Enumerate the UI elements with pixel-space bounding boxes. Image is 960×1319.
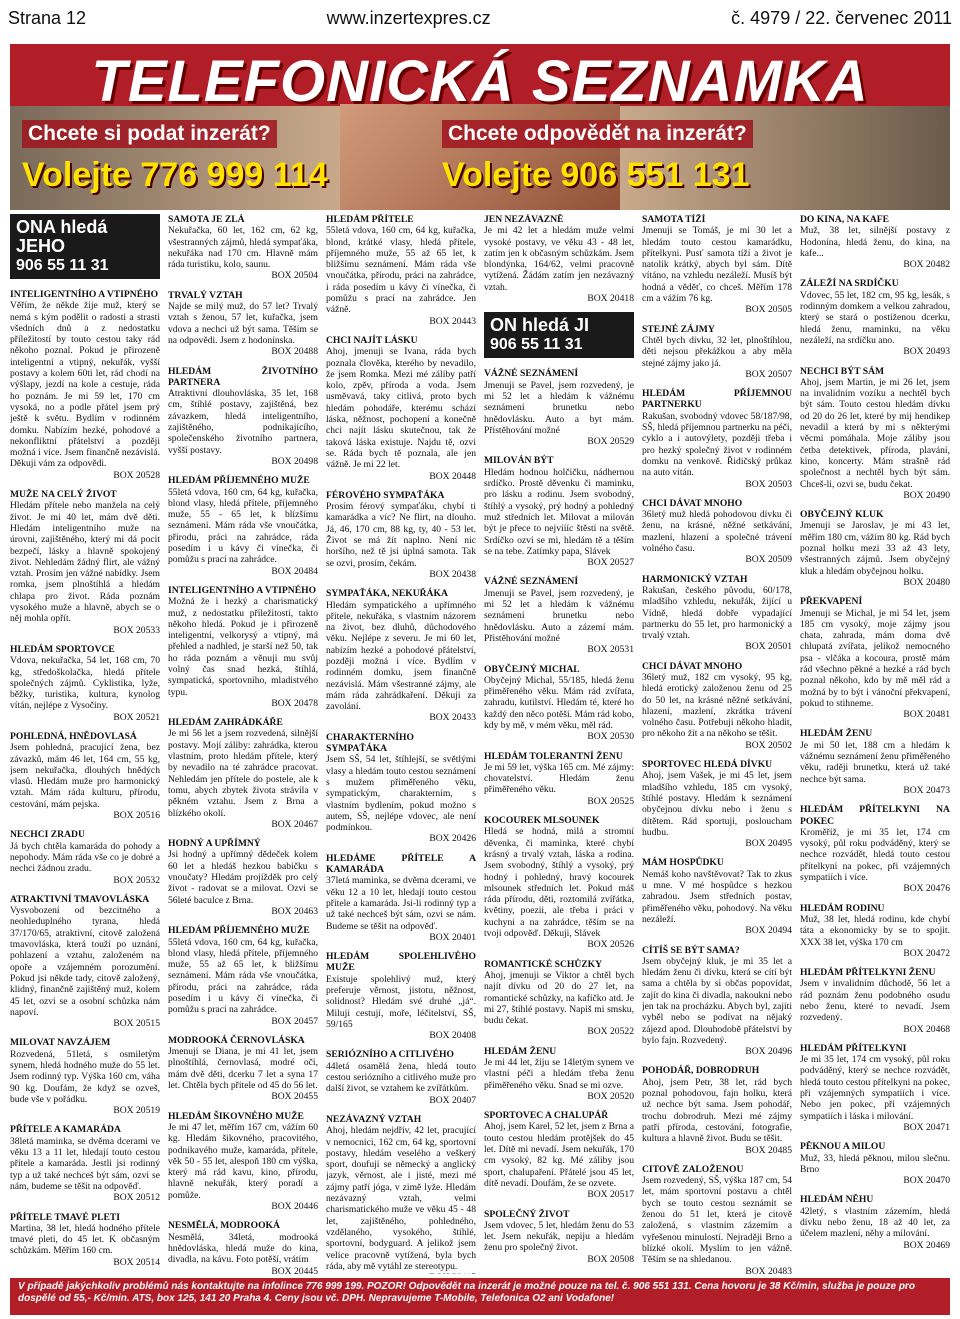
page-header [0, 0, 960, 36]
on-hleda-ji-badge [484, 312, 634, 358]
ad-heading: MÁM HOSPŮDKU [642, 857, 724, 869]
ad-text: Rozvedená, 51letá, s osmiletým synem, hledá hodného muže do 55 let. Jsem rodinný typ. Výška 160 cm, váha 90 kg. Doufám, že když se ozveš, bude vše v pořádku. [10, 1048, 160, 1105]
ad-heading: PŘÍTELE A KAMARÁDA [10, 1124, 121, 1136]
ad-text: Ahoj, jsem Martin, je mi 26 let, jsem na invalidním vozíku a nechtěl bych být sám. Touto cestou hledám dívku od 20 do 26 let, které by mij hendikep nevadil a která by mi s některými věcmi pomáhala. Moje záliby jsou četba detektivek, příroda, plavání, kino, koncerty. Mám strašně rád společnost a nechtěl bych být sám. Chceš-li, ozvi se, budu čekat. [800, 376, 950, 490]
classified-ad [642, 661, 792, 751]
classified-ad [326, 853, 476, 943]
ad-box-number: BOX 20503 [745, 478, 792, 490]
classified-ad [10, 731, 160, 821]
classified-ad [326, 335, 476, 482]
classified-ad [484, 576, 634, 655]
ad-box-number: BOX 20473 [903, 784, 950, 796]
classified-ad [168, 1035, 318, 1103]
ad-text: 36letý muž, 182 cm vysoký, 95 kg, hledá erotický založenou ženu od 25 do 50 let, na krásné něžné setkávání, hlazení, mazlení, zkrátka trávení volného času. Potřebuji někoho hladit, pro někoho žít a na někoho se těšit. [642, 671, 792, 740]
ad-box-number: BOX 20517 [587, 1189, 634, 1201]
ad-heading: POHLEDNÁ, HNĚDOVLASÁ [10, 730, 137, 742]
ad-text: Je mi 56 let a jsem rozvedená, silnější postavy. Mojí záliby: zahrádka, kterou vlastním, proto hledám přítele, který by nevadilo na té zahrádce pracovat. Nehledám jen přítele do postele, ale k tomu, abych zbytek života strávila v pěkném vztahu. Jsem z Brna a blízkého okolí. [168, 728, 318, 819]
ad-text: Jsem rozvedený, SŠ, výška 187 cm, 54 let, mám sportovní postavu a chtěl bych se touto cestou seznámit se ženou do 51 let, která je citově založená, s vlastním zázemím a vyřešenou minulostí. Nejraději Brno a blízké okolí. Myslím to jen vážně. Těším se na shledanou. [642, 1175, 792, 1266]
classified-ad [168, 214, 318, 282]
ad-text: Je mi 50 let, 188 cm a hledám k vážnému seznámení ženu přiměřeného věku, raději brunetku, která už také nechce být sama. [800, 739, 950, 785]
ad-box-number: BOX 20476 [903, 883, 950, 895]
ad-text: Hledám přítele nebo manžela na celý život. Je mi 40 let, mám dvě děti. Hledám inteligentního muže na úrovni, zajištěného, který mi dá pocit bezpečí, lásky a hlavně spokojený život. Nehledám žádný flirt, ale vážný vztah. Prosím jen vážné nabídky. Jsem romka, jsem plnoštíhlá a hledám chlapa pro život. Ráda poznám vysokého muže a hlavně, abych se o něj mohla opřít. [10, 500, 160, 625]
ad-text: Je mi 44 let, žiju se 14letým synem ve vlastní péči a hledám třeba ženu přiměřeného věku. Snad se mi ozve. [484, 1057, 634, 1091]
classified-ad [800, 214, 950, 270]
ad-heading: SAMOTA JE ZLÁ [168, 214, 245, 225]
ad-box-number: BOX 20485 [745, 1144, 792, 1156]
ad-box-number: BOX 20463 [271, 905, 318, 917]
ad-box-number: BOX 20481 [903, 709, 950, 721]
ad-text: Je mi 35 let, 174 cm vysoký, půl roku podváděný, který se nechce rozvádět, hledá touto cestou přítelkyni na pokec, při vzájemných sympatiích i více. Nebo jen pokec, při vzájemných sympatiích i láska i milování. [800, 1054, 950, 1122]
classified-ad [326, 732, 476, 845]
ad-text: Jsem vdovec, 5 let, hledám ženu do 53 let. Jsem nekuřák, nepiju a hledám ženu pro společný život. [484, 1219, 634, 1254]
ad-text: Jsem pohledná, pracující žena, bez závazků, mám 46 let, 164 cm, 55 kg, jsem nekuřačka, dlouhých hnědých vlasů. Hledám muže pro harmonický vztah. Mám ráda kulturu, přírodu, cestování, mám pejska. [10, 742, 160, 810]
classified-ad [168, 717, 318, 830]
ad-heading: CHCI NAJÍT LÁSKU [326, 334, 418, 346]
ad-box-number: BOX 20495 [745, 838, 792, 850]
ad-box-number: BOX 20498 [271, 455, 318, 467]
ad-text: Jsem obyčejný kluk, je mi 35 let a hledám ženu či dívku, která se cítí být sama a chtěla by si občas popovídat, zajít do kina či divadla, nakoukni nebo jen tak na procházku. Abych byl, zajíti vyběl nebo se podívat na nějaký zájezd apod. Dlouhodobě přátelství by bylo fajn. Rozvedený. [642, 955, 792, 1046]
ad-box-number: BOX 20457 [271, 1015, 318, 1027]
classified-ad [484, 751, 634, 807]
ad-text: Rakušan, svobodný vdovec 58/187/98, SŠ, hledá příjemnou partnerku na péči, cyklo a i autovýlety, později třeba i pro hezký společný život v rodinném domku na venkově. Řidičský průkaz na auto vítán. [642, 410, 792, 479]
ad-heading: POHODÁŘ, DOBRODRUH [642, 1065, 760, 1077]
ad-box-number: BOX 20443 [429, 315, 476, 327]
classified-ad [326, 1049, 476, 1105]
ad-text: Jmenuji se Pavel, jsem rozvedený, je mi 52 let a hledám k vážnému seznámení brunetku nebo hnědovlásku. Auto a zázemí mám. Přistěhování možné [484, 587, 634, 644]
banner-question-right: Chcete odpovědět na inzerát? [442, 120, 753, 148]
ad-text: 55letá vdova, 160 cm, 64 kg, kuřačka, blond vlasy, hledá přítele, příjemného muže, 55 - 65 let, k blízšímu seznámení. Mám ráda vše vnoučátka, přírodu, práci na zahrádce, ráda posedím i u kávy či vínečka, či pomůžu s prací na zahrádce. [168, 486, 318, 566]
classified-ad [484, 1209, 634, 1265]
ad-box-number: BOX 20445 [271, 1265, 318, 1274]
ad-heading: TRVALÝ VZTAH [168, 289, 243, 301]
ona-hleda-jeho-badge [10, 214, 160, 279]
column-1 [10, 214, 160, 1274]
ads-list [326, 214, 476, 1274]
ad-heading: NECHCI ZRADU [10, 829, 85, 841]
classified-ad [800, 1141, 950, 1186]
ad-text: Ahoj, jsem Vašek, je mi 45 let, jsem mladšího vzhledu, 185 cm vysoký, štíhlé postavy. Hledám k seznámení obyčejnou dívku nebo i ženu s dítětem. Rád sportuji, posloucham hudbu. [642, 770, 792, 838]
classified-ad [168, 366, 318, 468]
ads-list [642, 214, 792, 1274]
ad-box-number: BOX 20484 [271, 565, 318, 577]
ad-text: Rakušan, českého původu, 60/178, mladšího vzhledu, nekuřák, žijící u Vídně, hledá dobře vypadající partnerku do 55 let, pro harmonický a trvalý vztah. [642, 584, 792, 642]
ad-box-number: BOX 20455 [271, 1091, 318, 1103]
ad-heading: MILOVÁN BÝT [484, 455, 554, 467]
ad-box-number: BOX 20516 [113, 810, 160, 822]
ad-text: 42letý, s vlastním zázemím, hledá dívku nebo ženu, 18 až 40 let, za účelem mazlení, něhy a milování. [800, 1205, 950, 1240]
classified-ad [168, 1220, 318, 1274]
ad-heading: ZÁLEŽÍ NA SRDÍČKU [800, 278, 899, 290]
ad-heading: MILOVAT NAVZÁJEM [10, 1037, 111, 1049]
ad-heading: SYMPAŤÁKA, NEKUŘÁKA [326, 588, 448, 600]
ad-text: Ahoj, jmenuji se Viktor a chtěl bych najít dívku od 20 do 27 let, na romantické schůzky, na kafíčko atd. Je mi 27, štíhlé postavy. Napiš mi smsku, budu čekat. [484, 969, 634, 1027]
classified-ad [10, 1124, 160, 1203]
classified-ad [484, 1110, 634, 1200]
ad-text: Je mi 59 let, výška 165 cm. Mé zájmy: chovatelství. Hledám ženu přiměřeného věku. [484, 761, 634, 796]
ads-list-top [484, 214, 634, 304]
ad-box-number: BOX 20528 [113, 469, 160, 481]
ad-box-number: BOX 20493 [903, 346, 950, 358]
classified-ad [10, 289, 160, 481]
ad-heading: STEJNÉ ZÁJMY [642, 323, 715, 335]
classified-ad [642, 214, 792, 316]
classified-ad [484, 1046, 634, 1102]
classified-ad [168, 838, 318, 917]
ad-heading: VÁŽNÉ SEZNÁMENÍ [484, 368, 579, 380]
ad-heading: DO KINA, NA KAFE [800, 214, 890, 225]
ad-box-number: BOX 20530 [587, 731, 634, 743]
ad-text: Vdova, nekuřačka, 54 let, 168 cm, 70 kg, středoškolačka, hledá přítele společných zájmů. Cyklistika, lyže, běžky, turistika, kultura, kynolog vítán, nejlépe z Vysočiny. [10, 655, 160, 712]
ad-heading: CHCI DÁVAT MNOHO [642, 497, 743, 509]
ad-text: Vysvobození od bezcitného a neohleduplného tyrana, hledá 37/170/65, atraktivní, citově založená tmavovláska, která touží po uznání, pohlazení a vztahu, založeném na opoře a vzájemném porozumění. Pokud jsi někde tady, citově založený, klidný, finančně zajištěný muž, kolem 45 let, ozvi se a osobní schůzka nám napoví. [10, 905, 160, 1018]
ad-box-number: BOX 20494 [745, 925, 792, 937]
ad-text: Martina, 38 let, hledá hodného přítele tmavé pleti, do 45 let. K občasným schůzkám. Měřím 160 cm. [10, 1222, 160, 1257]
ad-heading: KOCOUREK MLSOUNEK [484, 815, 600, 827]
banner-title: TELEFONICKÁ SEZNAMKA [91, 49, 869, 114]
ad-text: Hledám sympatického a upřímného přítele, nekuřáka, s vlastním názorem na život, bez dluhů, důchodového věku. Nejlépe z severu. Je mi 60 let, nabízím hezké a pohodové přátelství, později možná i více. Bydlím v rodinném domku, jsem finančně nezávislá. Mám všestranné zájmy, ale mám ráda zahrádkaření. Děkuji za zavolání. [326, 599, 476, 713]
ad-box-number: BOX 20469 [903, 1239, 950, 1251]
classified-ad [326, 951, 476, 1041]
classified-ad [642, 498, 792, 566]
ad-text: 37letá maminka, se dvěma dcerami, ve věku 12 a 10 let, hledají touto cestou přítele a kamaráda. Jsi-li rodinný typ a už také nechceš být sám, ozvi se nám. Budeme se těšit na odpověď. [326, 875, 476, 932]
ad-text: Hledám hodnou holčičku, nádhernou srdíčko. Prostě děvenku či maminku, pro lásku a rodinu. Jsem svobodný, štíhlý a vysoký, prý hodný a pohledný muž středních let. Milovat a milován být je přece to nejvíííc štěstí na světě. Srdíčko ozvi se mi, hledám tě a těším se na tebe. Zatímky papa, Slávek [484, 466, 634, 557]
ad-heading: SERIÓZNÍHO A CITLIVÉHO [326, 1049, 454, 1061]
classified-ad [326, 588, 476, 724]
ad-text: Ahoj, jmenuji se Ivana, ráda bych poznala člověka, kterého by nevadilo, že jsem Romka. Mezi mé záliby patří kolo, zpěv, příroda a voda. Jsem usměvavá, taky citlivá, proto bych hledám pohodáře, kterému schází láska, něžnost, pochopení a konečně chci najít lásku skutečnou, tak že taková láska existuje. Najdu tě, ozvi se. Ráda bych tě poznala, ale jen vážně. Je mi 22 let. [326, 346, 476, 471]
ad-heading: OBYČEJNÝ KLUK [800, 509, 884, 521]
ad-text: Nekuřačka, 60 let, 162 cm, 62 kg, všestranných zájmů, hledá sympaťáka, nekuřáka nad 170 cm. Hlavně mám ráda turistiku, kolo, saunu. [168, 225, 318, 271]
ad-box-number: BOX 20480 [903, 576, 950, 588]
ad-text: 55letá vdova, 160 cm, 64 kg, kuřačka, blond, krátké vlasy, hledá přítele, příjemného muže, 55 až 65 let, k bližšímu seznámení. Mám ráda vše vnoučátka, přírodu, práci na zahrádce, i ráda posedím u kávy či vínečka, či pomůžu s prací na zahrádce. Jen vážně. [326, 225, 476, 316]
ad-text: Existuje spolehlivý muž, který preferuje věrnost, jistotu, něžnost, solidnost? Hledám své druhé „já“. Miluji cestují, moře, léčitelství, SŠ, 59/165 [326, 973, 476, 1030]
ad-heading: CÍTÍŠ SE BÝT SAMA? [642, 944, 740, 956]
classified-ad [484, 455, 634, 568]
ad-box-number: BOX 20529 [587, 436, 634, 448]
ad-text: Ahoj, hledám nejdřív, 42 let, pracující v nemocnici, 162 cm, 64 kg, sportovní postavy, hledám veselého a veškerý sport, doufuji se německý a anglický jazyk, věrnost, ale i jisté, mezi mé zájmy patří jóga, v zimě lyže. Hledám nezávazný vztah, velmi charismatického muže ve věku 45 - 48 let, zajištěného, pohledného, vzdělaného, vysokého, štíhlé, sportovní, bodyguard. A jelikož jsem velice pracovně vytížená, byla bych ráda, aby mě vytáhl ze stereotypu. [326, 1125, 476, 1272]
ad-heading: ATRAKTIVNÍ TMAVOVLÁSKA [10, 893, 150, 905]
ad-heading: FÉROVÉHO SYMPAŤÁKA [326, 489, 445, 501]
ad-box-number: BOX 20519 [113, 1105, 160, 1117]
classified-ad [800, 1194, 950, 1250]
ad-heading: NESMĚLÁ, MODROOKÁ [168, 1220, 280, 1232]
ad-box-number: BOX 20401 [429, 931, 476, 943]
ad-box-number [326, 1272, 476, 1274]
ad-text: Jmenuji se Michal, je mi 54 let, jsem 185 cm vysoký, moje zájmy jsou chata, zahrada, mám doma dvě chlupatá zvířata, jelikož nemocného psa - vlčáka a kocoura, prostě mám rád všechno pěkné a hezké a rád bych poznal někoho, kdo by mě měl rád a možná by to být i vánoční překvapení, pokud to stihneme. [800, 607, 950, 709]
ad-heading: SPOLEČNÝ ŽIVOT [484, 1208, 570, 1220]
classified-ad [800, 1043, 950, 1133]
ad-box-number: BOX 20514 [113, 1256, 160, 1268]
ad-text: Je mi 47 let, měřím 167 cm, vážím 60 kg. Hledám šikovného, pracovitého, podnikavého muže, kamaráda, přítele, věk 50 - 55 let, alespoň 180 cm výška, který má rád kavu, kino, přírodu, hlavně nekuřák, který poradí a pomůže. [168, 1121, 318, 1201]
ad-heading: PĚKNOU A MILOU [800, 1141, 886, 1153]
column-2 [168, 214, 318, 1274]
ad-box-number: BOX 20483 [745, 1265, 792, 1274]
classified-ad [10, 1212, 160, 1268]
ad-box-number: BOX 20472 [903, 947, 950, 959]
banner-question-left: Chcete si podat inzerát? [22, 120, 277, 148]
ads-list [484, 368, 634, 1265]
ad-box-number: BOX 20525 [587, 795, 634, 807]
ad-heading: HODNÝ A UPŘÍMNÝ [168, 838, 261, 850]
ad-box-number: BOX 20533 [113, 624, 160, 636]
ad-text: Chtěl bych dívku, 32 let, plnoštíhlou, děti nejsou překážkou a aby měla stejné zájmy jako já. [642, 334, 792, 369]
ad-heading: HLEDÁM RODINU [800, 902, 885, 914]
classified-ad [484, 664, 634, 743]
classified-ad [10, 1037, 160, 1116]
ad-text: Jsem SŠ, 54 let, štíhlejší, se světlými vlasy a hledám touto cestou seznámení s mužem přiměřeného věku, sympatickým, charakterním, s vlastním bydlením, pokud možno s autem, SŠ, nejlépe vdovec, ale není podmínkou. [326, 754, 476, 834]
ad-text: Jsem v invalidním důchodě, 56 let a rád poznám ženu podobného osudu nebo ženu, které to nevadí. Jsem rozvedený. [800, 978, 950, 1024]
badge-title: ONA hledá JEHO [16, 217, 108, 256]
ad-text: Muž, 33, hledá pěknou, milou slečnu. Brno [800, 1152, 950, 1175]
ad-heading: NEZÁVAZNÝ VZTAH [326, 1113, 422, 1125]
ad-heading: VÁŽNÉ SEZNÁMENÍ [484, 576, 579, 588]
ad-text: Muž, 38 let, hledá rodinu, kde chybí táta a ekonomicky by se to spojit. XXX 38 let, výška 170 cm [800, 913, 950, 948]
ad-text: 38letá maminka, se dvěma dcerami ve věku 13 a 11 let, hledají touto cestou přítele a kamaráda. Jestli jsi rodinný typ a už také nechceš být sám, ozvi se nám, budeme se těšit na odpověď. [10, 1135, 160, 1192]
ad-text: 55letá vdova, 160 cm, 64 kg, kuřačka, blond vlasy, hledá přítele, příjemného muže, 55 až 65 let, k bližšímu seznámení. Mám ráda vše vnoučátka, přírodu, práci na zahrádce, ráda posedím i u kávy či vínečka, či pomůžu s prací na zahrádce. [168, 936, 318, 1016]
ad-heading: CITOVĚ ZALOŽENOU [642, 1163, 744, 1175]
ad-box-number: BOX 20522 [587, 1026, 634, 1038]
ad-heading: HLEDÁM PŘÍJEMNÉHO MUŽE [168, 475, 310, 487]
ad-box-number: BOX 20527 [587, 557, 634, 569]
ad-box-number: BOX 20488 [271, 346, 318, 358]
ad-text: Možná že i hezký a charismatický muž, z nedostatku příležitostí, takto někoho hledá. Pokud je i přirozeně inteligentní, velkorysý a vtipný, má přehled a nadhled, je starší než 50, tak ho ráda poznám a věnuji mu svůj volný čas snad hezká, štíhlá, sympatická, sportovního, mladistvého typu. [168, 596, 318, 698]
ad-box-number: BOX 20426 [429, 833, 476, 845]
classified-ad [484, 214, 634, 304]
ad-heading: HARMONICKÝ VZTAH [642, 573, 748, 585]
ad-text: Ahoj, jsem Petr, 38 let, rád bych poznal pohodovou, fajn holku, která už nechce být sama. Jsem pohodář, trochu dobrodruh. Mezi mé zájmy patří příroda, cestování, fotografie, kultura a hlavně život. Budu se těšit. [642, 1076, 792, 1145]
ad-box-number: BOX 20501 [745, 641, 792, 653]
ad-heading: HLEDÁM ŽIVOTNÍHO PARTNERA [168, 365, 318, 388]
classified-ad [642, 1065, 792, 1155]
ad-box-number: BOX 20407 [429, 1094, 476, 1106]
ad-box-number: BOX 20531 [587, 644, 634, 656]
ad-heading: SAMOTA TÍŽÍ [642, 214, 706, 225]
classified-ad [10, 829, 160, 885]
ad-heading: HLEDÁM SPORTOVCE [10, 643, 115, 655]
ad-box-number: BOX 20446 [271, 1201, 318, 1213]
column-6 [800, 214, 950, 1274]
ad-text: Obyčejný Michal, 55/185, hledá ženu přiměřeného věku. Mám rád zvířata, zahradu, kutilství. Hledám té, které ho každý den něco potěší. Mám rád kobo, kdy by mě, v mém věku, měl rád. [484, 674, 634, 731]
ad-text: Hledá se hodná, milá a stromní děvenka, či maminka, které chybí krásný a trvalý vztah, láska a rodina. Jsem svobodný, štíhlý a vysoký, prý hodný i pohledný, hravý kocourek mlsounek středních let. Pokud máš ráda přírodu, děti, roztomilá zvířátka, květiny, poezii, ale třeba i práci v kuchyni a na zahrádce, těším se na tvoji odpověď. Děkuji, Slávek [484, 826, 634, 940]
classified-ad [484, 368, 634, 447]
ad-box-number: BOX 20478 [271, 697, 318, 709]
ad-heading: SPORTOVEC HLEDÁ DÍVKU [642, 759, 773, 771]
classified-ad [484, 815, 634, 951]
ad-heading: HLEDÁM NĚHU [800, 1194, 874, 1206]
ad-heading: JEN NEZÁVAZNĚ [484, 214, 564, 225]
classified-ad [326, 490, 476, 580]
classified-ad [168, 925, 318, 1027]
ad-box-number: BOX 20496 [745, 1046, 792, 1058]
ad-box-number: BOX 20507 [745, 368, 792, 380]
ad-heading: HLEDÁM PŘÍJEMNOU PARTNERKU [642, 388, 792, 411]
telefonicka-seznamka-banner [10, 44, 950, 210]
classified-ad [642, 1164, 792, 1274]
ad-box-number: BOX 20526 [587, 939, 634, 951]
classified-ad [168, 475, 318, 577]
classified-ad [800, 903, 950, 959]
ad-box-number: BOX 20504 [271, 270, 318, 282]
ad-text: Jsi hodný a upřímný dědeček kolem 60 let a hledáš hezkou babičku s vnoučaty? Hledám projížděk pro celý život - radovat se a milovat. Ozvi se 56leté baculce z Brna. [168, 849, 318, 906]
ad-heading: CHCI DÁVAT MNOHO [642, 660, 743, 672]
ad-heading: HLEDÁM PŘÍTELKYNI [800, 1042, 907, 1054]
ads-columns [10, 214, 950, 1274]
classified-ad [642, 759, 792, 849]
classified-ad [10, 489, 160, 636]
ad-heading: CHARAKTERNÍHO SYMPAŤÁKA [326, 731, 414, 755]
banner-call-right: Volejte 906 551 131 [442, 156, 750, 194]
ad-heading: HLEDÁM ZAHRÁDKÁŘE [168, 717, 283, 729]
classified-ad [800, 596, 950, 720]
ad-box-number: BOX 20509 [745, 554, 792, 566]
ad-box-number: BOX 20408 [429, 1030, 476, 1042]
ad-box-number: BOX 20433 [429, 712, 476, 724]
ad-box-number: BOX 20512 [113, 1192, 160, 1204]
ad-box-number: BOX 20448 [429, 470, 476, 482]
badge-title: ON hledá JI [490, 315, 590, 336]
ad-heading: HLEDÁM SPOLEHLIVÉHO MUŽE [326, 951, 476, 974]
ad-text: 36letý muž hledá pohodovou dívku či ženu, na krásné, něžné setkávání, mazlení, hlazení a společné trávení volného času. [642, 509, 792, 555]
column-3 [326, 214, 476, 1274]
ad-box-number: BOX 20470 [903, 1175, 950, 1187]
ads-list [168, 214, 318, 1274]
ad-heading: HLEDÁM PŘÍTELKYNI NA POKEC [800, 804, 950, 827]
ad-box-number: BOX 20520 [587, 1090, 634, 1102]
ad-box-number: BOX 20468 [903, 1023, 950, 1035]
classified-ad [642, 574, 792, 653]
ad-text: Nemáš koho navštěvovat? Tak to zkus u mne. V mé hospůdce s hezkou zahradou. Jsem středních postav, přiměřeného věku, pohodový. Na věku nezáleží. [642, 868, 792, 925]
ad-heading: HLEDÁM PŘÍJEMNÉHO MUŽE [168, 925, 310, 937]
ad-heading: HLEDÁM PŘÍTELE [326, 214, 414, 225]
ad-text: Jmenuji se Tomáš, je mi 30 let a hledám touto cestou kamarádku, přítelkyni. Pusť samota tíží a život je natolik krátký, abych byl sám. Dítě vítáno, na vzhledu nezáleží. Musíš být hodná a věděť, co chceš. Měřím 178 cm a vážím 76 kg. [642, 225, 792, 305]
classified-ad [168, 1111, 318, 1213]
classified-ad [800, 278, 950, 357]
classified-ad [326, 1114, 476, 1274]
classified-ad [800, 728, 950, 796]
ad-box-number: BOX 20508 [587, 1253, 634, 1265]
ad-heading: INTELIGENTNÍHO A VTIPNÉHO [10, 289, 159, 300]
ad-text: Jmenuji se Jaroslav, je mi 43 let, měřím 180 cm, vážím 80 kg. Rád bych poznal holku mezi 33 až 43 lety, všestranných zájmů. Jsem obyčejný kluk a hledám obyčejnou holku. [800, 520, 950, 577]
classified-ad [800, 804, 950, 894]
classified-ad [326, 214, 476, 327]
ad-box-number: BOX 20505 [745, 304, 792, 316]
ad-text: Ahoj, jsem Karel, 52 let, jsem z Brna a touto cestou hledám protějšek do 45 let. Dítě mi nevadí. Jsem nekuřák, 170 cm vysoký, 82 kg. Mé záliby jsou sport, chalupaření. Přátelé jsou 45 let, dítě nevadí. Doufám, že se ozvete. [484, 1121, 634, 1189]
classified-ad [642, 857, 792, 936]
ad-text: Jmenuji se Pavel, jsem rozvedený, je mi 52 let a hledám k vážnému seznámení brunetku nebo hnědovlásku. Auto a byt mám. Přístěhování možné [484, 379, 634, 436]
classified-ad [800, 967, 950, 1035]
ad-box-number: BOX 20438 [429, 568, 476, 580]
ad-box-number: BOX 20482 [903, 259, 950, 271]
ad-text: Najde se milý muž, do 57 let? Trvalý vztah s ženou, 57 let, kuřačka, jsem vdova a nechci už být sama. Těším se na odpovědi. Jsem z hodonínska. [168, 301, 318, 346]
site-url[interactable]: www.inzertexpres.cz [326, 7, 491, 28]
ad-text: Jmenuji se Diana, je mi 41 let, jsem plnoštíhlá, černovlasá, modré oči, mám dvě děti, dcerku 7 let a syna 17 let. Chtěla bych přítele od 45 do 56 let. [168, 1046, 318, 1092]
classified-ad [484, 959, 634, 1038]
ad-box-number: BOX 20467 [271, 818, 318, 830]
ad-heading: HLEDÁM ŽENU [484, 1045, 557, 1057]
ad-box-number: BOX 20471 [903, 1121, 950, 1133]
ad-heading: INTELIGENTNÍHO A VTIPNÉHO [168, 584, 317, 596]
ad-heading: PŘEKVAPENÍ [800, 596, 863, 608]
ad-heading: MUŽE NA CELÝ ŽIVOT [10, 489, 117, 501]
ad-heading: HLEDÁM PŘÍTELKYNI ŽENU [800, 967, 936, 979]
column-5 [642, 214, 792, 1274]
ad-text: Já bych chtěla kamaráda do pohody a nepohody. Mám ráda vše co je dobré a nechci žádnou zradu. [10, 840, 160, 875]
ad-text: 44letá osamělá žena, hledá touto cestou seriózního a citlivého muže pro další život, se vztahem ke zvířátkům. [326, 1060, 476, 1095]
badge-phone: 906 55 11 31 [490, 336, 583, 354]
classified-ad [168, 585, 318, 709]
ad-box-number: BOX 20515 [113, 1018, 160, 1030]
ad-text: Věřím, že někde žije muž, který se nemá s kým podělit o radosti a strasti všedních dnů a z nedostatku příležitostí by touto cestou taky rád někoho poznal. Pokud je přirozeně inteligentní a vtipný, nekuřák, vyšší postavy a kolem 60ti let, rád chodí na výšlapy, jezdí na kole a cestuje, ráda ho poznám. Je mi 59 let, 170 cm vysoká, no a podle přátel jsem prý ještě k světu. Bydlím v rodinném domku. Nabízím hezké, pohodové a nekonfliktní přátelství a později možná i více. Jsem finančně nezávislá. Děkuji vám za odpovědi. [10, 300, 160, 470]
ad-heading: HLEDÁM ŠIKOVNÉHO MUŽE [168, 1110, 304, 1122]
ad-heading: PŘÍTELE TMAVÉ PLETI [10, 1211, 121, 1223]
ad-heading: SPORTOVEC A CHALUPÁŘ [484, 1110, 609, 1122]
classified-ad [642, 945, 792, 1058]
ad-heading: ROMANTICKÉ SCHŮZKY [484, 958, 603, 970]
ad-box-number: BOX 20521 [113, 711, 160, 723]
classified-ad [642, 324, 792, 380]
ad-text: Atraktivní dlouhovláska, 35 let, 168 cm, štíhlé postavy, zajištěná, bez závazkem, hledá inteligentního, zajištěného, podnikajícího, společenského životního partnera, vyšší postavy. [168, 388, 318, 456]
ad-heading: HLEDÁM TOLERANTNÍ ŽENU [484, 750, 623, 762]
ad-heading: OBYČEJNÝ MICHAL [484, 663, 580, 675]
footer-info-bar: V případě jakýchkoliv problémů nás kontaktujte na infolince 776 999 199. POZOR! Odpovědět na inzerát je možné pouze na tel. č. 906 551 131. Cena hovoru je 38 Kč/min, služba je pouze pro dospělé od 55,- Kč/min. ATS, box 125, 141 20 Praha 4. Ceny jsou vč. DPH. Nepravujeme T-Mobile, Telefonica O2 ani Vodafone! [10, 1278, 950, 1315]
ad-heading: MODROOKÁ ČERNOVLÁSKA [168, 1034, 305, 1046]
classified-ad [10, 644, 160, 723]
banner-call-left: Volejte 776 999 114 [22, 156, 328, 194]
ad-heading: HLEDÁM ŽENU [800, 728, 873, 740]
ad-box-number: BOX 20490 [903, 489, 950, 501]
ad-text: Je mi 42 let a hledám muže velmi vysoké postavy, ve věku 43 - 48 let, zatím jen k občasným schůzkám. Jsem blondýnka, 164/62, velmi pracovně vytížená. Žádám zatím jen nezávazný vztah. [484, 225, 634, 293]
ad-box-number: BOX 20502 [745, 739, 792, 751]
ads-list [10, 289, 160, 1274]
ad-text: Kroměříž, je mi 35 let, 174 cm vysoký, půl roku podváděný, který se nechce rozvádět, hledá touto cestou přítelkyni na pokec, při vzájemných sympatiích i více. [800, 826, 950, 884]
ad-heading: NECHCI BÝT SÁM [800, 365, 885, 377]
ad-box-number: BOX 20418 [587, 293, 634, 305]
classified-ad [642, 388, 792, 490]
classified-ad [168, 290, 318, 358]
ad-text: Vdovec, 55 let, 182 cm, 95 kg, lesák, s rodinným domkem a velkou zahradou, který se stará o postiženou dcerku, hledá ženu, maminku, na věku nezáleží, na srdíčku ano. [800, 289, 950, 346]
classified-ad [800, 366, 950, 502]
classified-ad [800, 509, 950, 588]
issue-date: č. 4979 / 22. červenec 2011 [731, 7, 952, 28]
column-4 [484, 214, 634, 1274]
ad-heading: HLEDÁME PŘÍTELE A KAMARÁDA [326, 852, 476, 876]
classified-ad [10, 894, 160, 1030]
page-number: Strana 12 [8, 7, 87, 28]
ads-list [800, 214, 950, 1251]
ad-text: Muž, 38 let, silnější postavy z Hodonína, hledá ženu, do kina, na kafe... [800, 225, 950, 259]
ad-text: Nesmělá, 34letá, modrooká hnědovláska, hledá muže do kina, divadla, na kávu. Foto potěší, vrátím [168, 1231, 318, 1266]
ad-text: Prosím férový sympaťáku, chybí ti kamarádka a víc? Ne flirt, na dlouho. Já, 46, 170 cm, 88 kg, ty, 40 - 53 let. Život se má žít naplno. Není nic horšího, než tě jsi úplná samota. Tak se ozvi, prosím, čekám. [326, 501, 476, 569]
badge-phone: 906 55 11 31 [16, 257, 109, 274]
ad-box-number: BOX 20532 [113, 874, 160, 886]
